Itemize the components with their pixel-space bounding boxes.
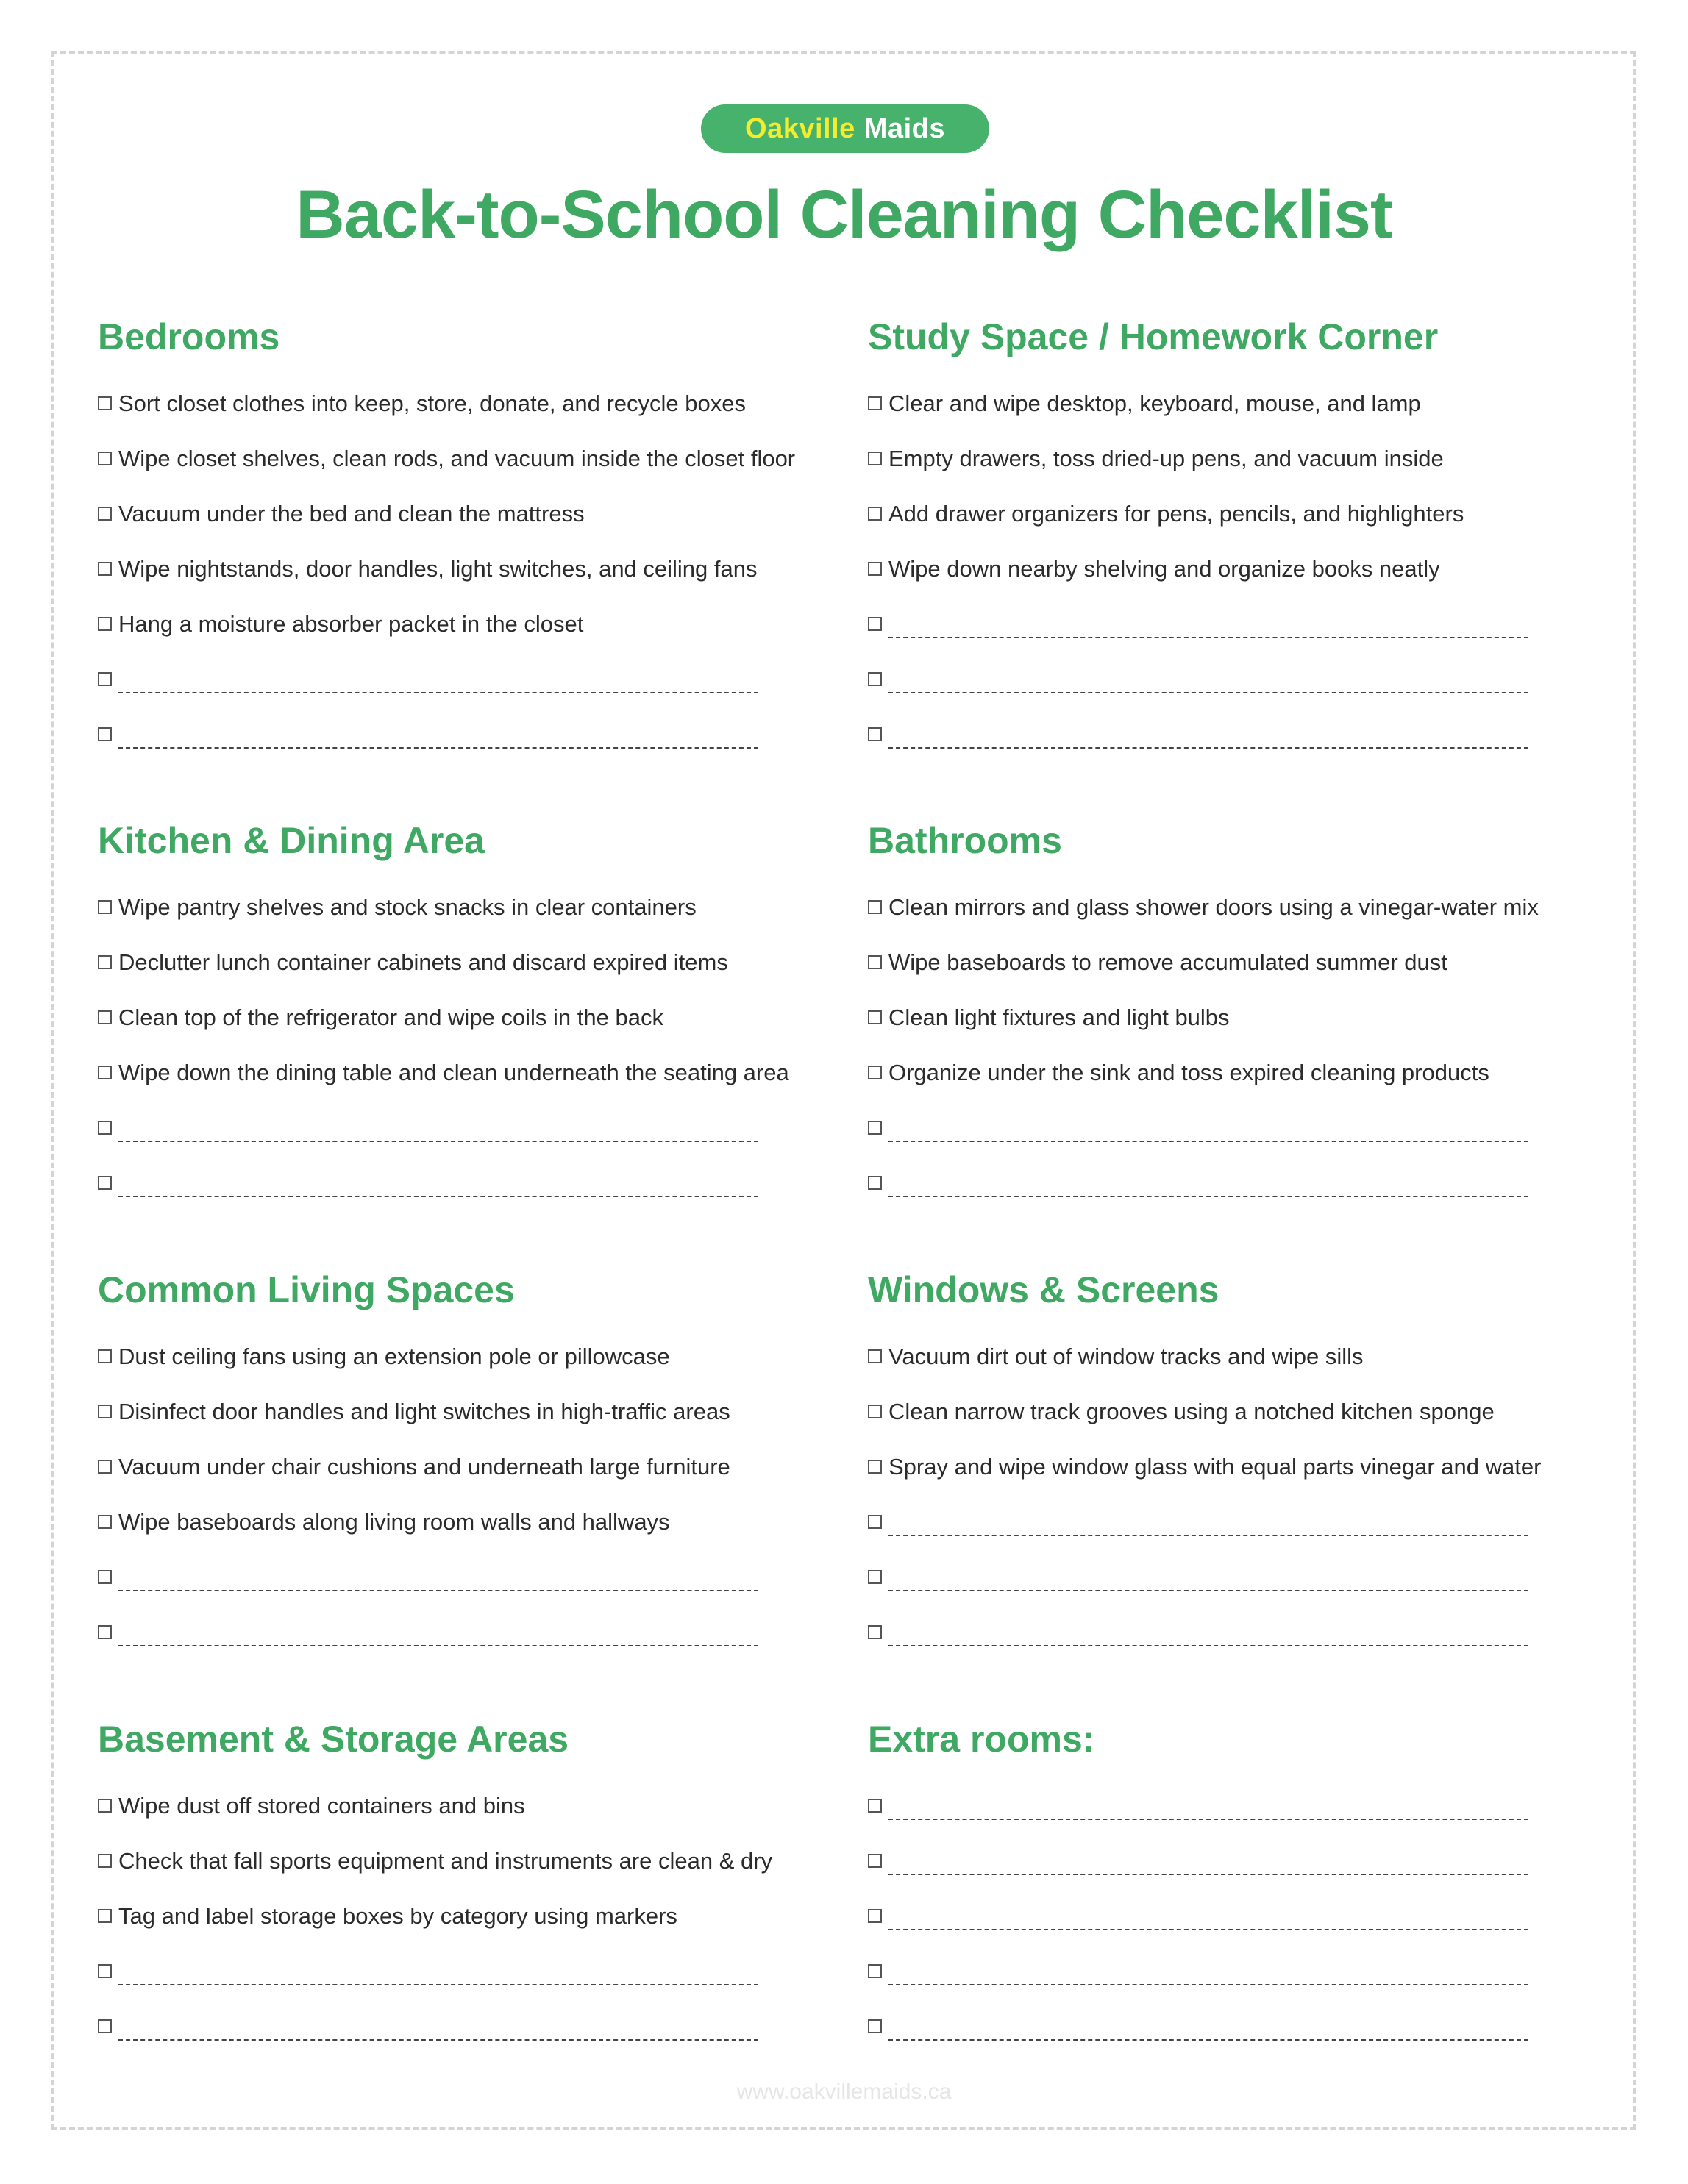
checklist-item-text: Wipe down the dining table and clean underneath the seating area: [118, 1060, 789, 1085]
checklist-item-text: Disinfect door handles and light switches in high-traffic areas: [118, 1399, 730, 1424]
checklist-item: [868, 1619, 1603, 1674]
checkbox[interactable]: [98, 1349, 112, 1363]
blank-write-in-line[interactable]: [888, 1984, 1528, 1985]
checkbox[interactable]: [868, 727, 882, 741]
blank-write-in-line[interactable]: [118, 1645, 758, 1646]
checkbox[interactable]: [98, 955, 112, 969]
checklist-item: [98, 1398, 833, 1453]
checkbox[interactable]: [868, 507, 882, 521]
checklist-item: [98, 1508, 833, 1563]
checklist-item: [98, 893, 833, 949]
blank-write-in-line[interactable]: [888, 637, 1528, 638]
checklist-item: [868, 390, 1603, 445]
blank-write-in-line[interactable]: [118, 692, 758, 693]
checkbox[interactable]: [868, 562, 882, 576]
checklist-item: [98, 1453, 833, 1508]
checkbox[interactable]: [98, 1176, 112, 1190]
checklist-item-text: Vacuum dirt out of window tracks and wipe sills: [888, 1343, 1364, 1369]
checkbox[interactable]: [868, 1964, 882, 1978]
checkbox[interactable]: [868, 1405, 882, 1418]
checklist-item-text: Dust ceiling fans using an extension pole or pillowcase: [118, 1343, 670, 1369]
checklist-item: [98, 1847, 833, 1902]
section-heading: Extra rooms:: [868, 1719, 1095, 1760]
checkbox[interactable]: [98, 1570, 112, 1584]
checklist: [98, 390, 833, 776]
blank-write-in-line[interactable]: [888, 2039, 1528, 2041]
checklist-item: [868, 1847, 1603, 1902]
blank-write-in-line[interactable]: [888, 1535, 1528, 1536]
blank-write-in-line[interactable]: [888, 692, 1528, 693]
checkbox[interactable]: [98, 396, 112, 410]
footer-url: www.oakvillemaids.ca: [736, 2080, 952, 2104]
checklist-item: [868, 893, 1603, 949]
checklist-item: [868, 1114, 1603, 1169]
checklist-item: [868, 1343, 1603, 1398]
checklist-item: [98, 1343, 833, 1398]
section-heading: Kitchen & Dining Area: [98, 820, 485, 861]
checklist: [868, 1343, 1603, 1674]
checklist: [868, 893, 1603, 1224]
checklist-item: [868, 949, 1603, 1004]
checklist-item: [868, 1902, 1603, 1958]
checkbox[interactable]: [868, 900, 882, 914]
checkbox[interactable]: [868, 1349, 882, 1363]
checklist-item: [98, 390, 833, 445]
checklist-item: [98, 2013, 833, 2068]
checklist-item: [868, 500, 1603, 555]
section-heading: Bedrooms: [98, 316, 280, 357]
checklist-item-text: Wipe baseboards along living room walls and hallways: [118, 1509, 670, 1535]
checkbox[interactable]: [98, 617, 112, 631]
blank-write-in-line[interactable]: [118, 1141, 758, 1142]
checklist-item: [868, 1398, 1603, 1453]
checklist-item: [98, 610, 833, 665]
logo-text-maids: Maids: [863, 113, 945, 144]
checkbox[interactable]: [868, 2019, 882, 2033]
checklist-item-text: Organize under the sink and toss expired cleaning products: [888, 1060, 1489, 1085]
section-kitchen-dining-area: [98, 818, 833, 1224]
checkbox[interactable]: [868, 1460, 882, 1474]
checklist: [98, 893, 833, 1224]
checklist-item: [868, 1563, 1603, 1619]
checklist-item-text: Clear and wipe desktop, keyboard, mouse, and lamp: [888, 390, 1421, 416]
checklist-item: [868, 665, 1603, 721]
section-heading: Basement & Storage Areas: [98, 1719, 569, 1760]
checkbox[interactable]: [98, 672, 112, 686]
section-heading: Common Living Spaces: [98, 1269, 515, 1310]
checklist-item: [98, 721, 833, 776]
section-common-living-spaces: [98, 1268, 833, 1674]
checkbox[interactable]: [98, 452, 112, 465]
checklist-item: [868, 610, 1603, 665]
checkbox[interactable]: [98, 1625, 112, 1639]
checklist-item: [868, 1508, 1603, 1563]
checkbox[interactable]: [868, 617, 882, 631]
checklist-item: [868, 445, 1603, 500]
checklist-item-text: Clean top of the refrigerator and wipe coils in the back: [118, 1004, 663, 1030]
checklist-item: [98, 1619, 833, 1674]
checkbox[interactable]: [868, 955, 882, 969]
checklist: [868, 1792, 1603, 2068]
checklist-item-text: Add drawer organizers for pens, pencils, and highlighters: [888, 501, 1464, 527]
checklist-item-text: Vacuum under the bed and clean the mattress: [118, 501, 585, 527]
section-basement-storage-areas: [98, 1717, 833, 2068]
checklist-item-text: Empty drawers, toss dried-up pens, and vacuum inside: [888, 446, 1444, 471]
blank-write-in-line[interactable]: [888, 747, 1528, 749]
checkbox[interactable]: [868, 1010, 882, 1024]
checklist-item: [868, 555, 1603, 610]
section-extra-rooms: [868, 1717, 1603, 2068]
checklist-item-text: Wipe dust off stored containers and bins: [118, 1793, 525, 1819]
checkbox[interactable]: [98, 1460, 112, 1474]
checkbox[interactable]: [868, 1515, 882, 1529]
checkbox[interactable]: [868, 1570, 882, 1584]
checklist-item: [98, 1059, 833, 1114]
checkbox[interactable]: [98, 727, 112, 741]
checkbox[interactable]: [98, 1010, 112, 1024]
section-bedrooms: [98, 315, 833, 776]
checkbox[interactable]: [98, 507, 112, 521]
blank-write-in-line[interactable]: [118, 1984, 758, 1985]
checklist-item: [98, 949, 833, 1004]
checklist: [868, 390, 1603, 776]
checklist-item-text: Spray and wipe window glass with equal parts vinegar and water: [888, 1454, 1542, 1480]
checklist: [98, 1792, 833, 2068]
checklist-item-text: Wipe closet shelves, clean rods, and vacuum inside the closet floor: [118, 446, 796, 471]
checkbox[interactable]: [868, 1066, 882, 1079]
checkbox[interactable]: [98, 2019, 112, 2033]
checklist-item-text: Wipe nightstands, door handles, light switches, and ceiling fans: [118, 556, 758, 582]
checklist-item: [868, 1792, 1603, 1847]
checkbox[interactable]: [98, 1909, 112, 1923]
checklist-item-text: Clean light fixtures and light bulbs: [888, 1004, 1230, 1030]
checklist-item-text: Hang a moisture absorber packet in the closet: [118, 611, 584, 637]
checklist-item: [98, 445, 833, 500]
section-windows-screens: [868, 1268, 1603, 1674]
blank-write-in-line[interactable]: [888, 1929, 1528, 1930]
section-heading: Bathrooms: [868, 820, 1062, 861]
checkbox[interactable]: [98, 1405, 112, 1418]
checklist-item: [868, 721, 1603, 776]
checklist-item: [98, 500, 833, 555]
checklist-item-text: Check that fall sports equipment and instruments are clean & dry: [118, 1848, 773, 1874]
checkbox[interactable]: [98, 1121, 112, 1135]
section-study-space-homework-corner: [868, 315, 1603, 776]
checklist-item-text: Sort closet clothes into keep, store, donate, and recycle boxes: [118, 390, 746, 416]
checkbox[interactable]: [98, 1066, 112, 1079]
checkbox[interactable]: [868, 452, 882, 465]
blank-write-in-line[interactable]: [888, 1196, 1528, 1197]
checkbox[interactable]: [98, 1854, 112, 1868]
blank-write-in-line[interactable]: [888, 1819, 1528, 1820]
checklist-item: [868, 1958, 1603, 2013]
checkbox[interactable]: [868, 1799, 882, 1813]
checklist-item-text: Clean narrow track grooves using a notched kitchen sponge: [888, 1399, 1495, 1424]
checkbox[interactable]: [868, 1121, 882, 1135]
blank-write-in-line[interactable]: [118, 1590, 758, 1591]
blank-write-in-line[interactable]: [118, 2039, 758, 2041]
checkbox[interactable]: [98, 1799, 112, 1813]
checkbox[interactable]: [98, 562, 112, 576]
checklist-item-text: Wipe baseboards to remove accumulated summer dust: [888, 949, 1447, 975]
checklist-item-text: Tag and label storage boxes by category using markers: [118, 1903, 677, 1929]
checklist-item-text: Declutter lunch container cabinets and discard expired items: [118, 949, 728, 975]
checklist-item: [98, 1169, 833, 1224]
checklist-item: [868, 1004, 1603, 1059]
blank-write-in-line[interactable]: [118, 1196, 758, 1197]
blank-write-in-line[interactable]: [888, 1874, 1528, 1875]
checklist-item: [98, 1563, 833, 1619]
checklist-item: [98, 555, 833, 610]
section-bathrooms: [868, 818, 1603, 1224]
checklist-item: [868, 2013, 1603, 2068]
checkbox[interactable]: [868, 396, 882, 410]
checkbox[interactable]: [868, 1625, 882, 1639]
checklist-item-text: Clean mirrors and glass shower doors using a vinegar-water mix: [888, 894, 1539, 920]
checklist-item: [98, 1792, 833, 1847]
blank-write-in-line[interactable]: [118, 747, 758, 749]
section-heading: Windows & Screens: [868, 1269, 1219, 1310]
page-title: Back-to-School Cleaning Checklist: [296, 177, 1392, 252]
checklist-item: [868, 1059, 1603, 1114]
checklist-item: [98, 665, 833, 721]
blank-write-in-line[interactable]: [888, 1645, 1528, 1646]
checklist-item: [98, 1004, 833, 1059]
section-heading: Study Space / Homework Corner: [868, 316, 1439, 357]
checklist-item-text: Vacuum under chair cushions and underneath large furniture: [118, 1454, 730, 1480]
checklist-item-text: Wipe down nearby shelving and organize books neatly: [888, 556, 1440, 582]
checkbox[interactable]: [868, 672, 882, 686]
checkbox[interactable]: [98, 1515, 112, 1529]
checklist-item: [98, 1902, 833, 1958]
checklist-item: [98, 1114, 833, 1169]
brand-logo: [701, 104, 989, 153]
checklist-item-text: Wipe pantry shelves and stock snacks in clear containers: [118, 894, 697, 920]
checklist-item: [868, 1169, 1603, 1224]
blank-write-in-line[interactable]: [888, 1590, 1528, 1591]
checkbox[interactable]: [98, 900, 112, 914]
checkbox[interactable]: [868, 1176, 882, 1190]
checkbox[interactable]: [868, 1909, 882, 1923]
checkbox[interactable]: [98, 1964, 112, 1978]
checkbox[interactable]: [868, 1854, 882, 1868]
checklist-item: [98, 1958, 833, 2013]
checklist-item: [868, 1453, 1603, 1508]
checklist: [98, 1343, 833, 1674]
logo-text-oakville: Oakville: [745, 113, 855, 144]
blank-write-in-line[interactable]: [888, 1141, 1528, 1142]
